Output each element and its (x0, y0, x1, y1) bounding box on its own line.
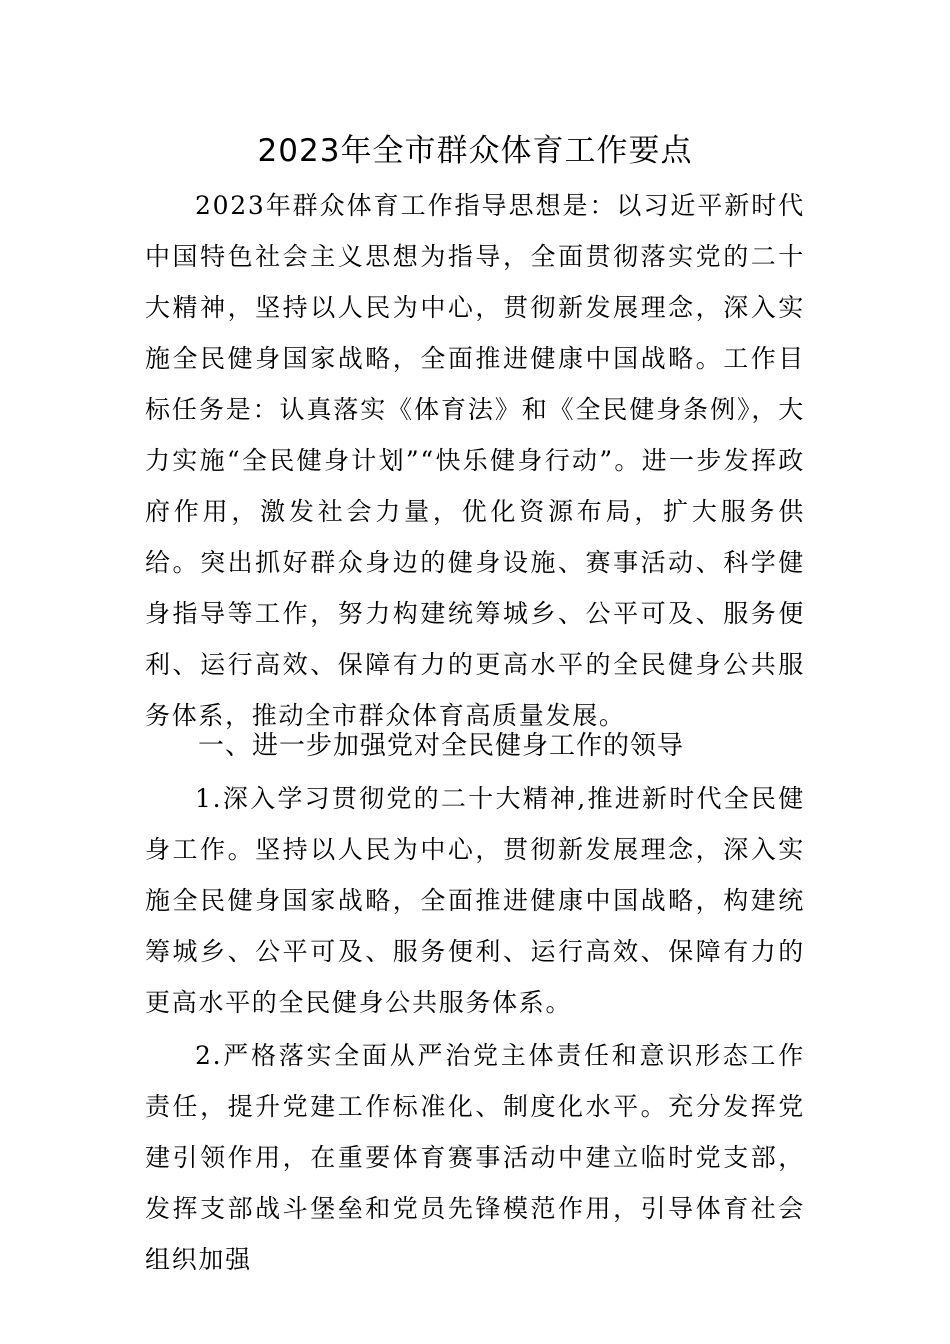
section-item-2: 2.严格落实全面从严治党主体责任和意识形态工作责任，提升党建工作标准化、制度化水平。充分发挥党建引领作用，在重要体育赛事活动中建立临时党支部，发挥支部战斗堡垒和党员先锋模范作用，引导体育社会组织加强 (145, 1041, 805, 1274)
intro-paragraph: 2023年群众体育工作指导思想是：以习近平新时代中国特色社会主义思想为指导，全面贯彻落实党的二十大精神，坚持以人民为中心，贯彻新发展理念，深入实施全民健身国家战略，全面推进健康中国战略。工作目标任务是：认真落实《体育法》和《全民健身条例》，大力实施“全民健身计划”“快乐健身行动”。进一步发挥政府作用，激发社会力量，优化资源布局，扩大服务供给。突出抓好群众身边的健身设施、赛事活动、科学健身指导等工作，努力构建统筹城乡、公平可及、服务便利、运行高效、保障有力的更高水平的全民健身公共服务体系，推动全市群众体育高质量发展。 (145, 191, 805, 730)
document-title: 2023年全市群众体育工作要点 (257, 133, 693, 169)
section-item-1: 1.深入学习贯彻党的二十大精神,推进新时代全民健身工作。坚持以人民为中心，贯彻新发展理念，深入实施全民健身国家战略，全面推进健康中国战略，构建统筹城乡、公平可及、服务便利、运行高效、保障有力的更高水平的全民健身公共服务体系。 (145, 784, 805, 1017)
section-heading: 一、进一步加强党对全民健身工作的领导 (198, 731, 685, 761)
